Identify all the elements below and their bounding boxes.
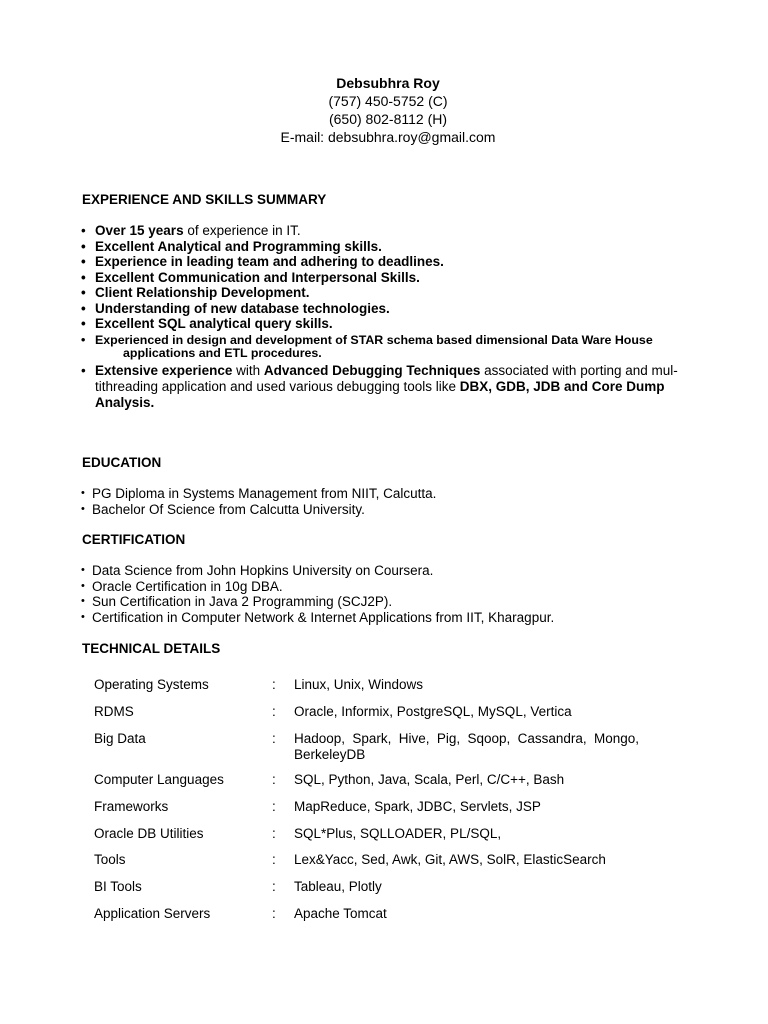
table-row <box>94 879 694 895</box>
experience-list <box>81 223 699 411</box>
row-label: Big Data <box>94 731 146 746</box>
table-row <box>94 906 694 922</box>
list-item: • Bachelor Of Science from Calcutta University. <box>81 502 699 518</box>
row-label: RDMS <box>94 704 134 719</box>
row-label: Oracle DB Utilities <box>94 826 204 841</box>
row-separator: : <box>272 852 276 867</box>
certification-heading: CERTIFICATION <box>82 532 186 547</box>
list-item: • Excellent SQL analytical query skills. <box>81 316 699 332</box>
list-item: • PG Diploma in Systems Management from NIIT, Calcutta. <box>81 486 699 502</box>
row-separator: : <box>272 772 276 787</box>
table-row <box>94 772 694 788</box>
table-row <box>94 704 694 720</box>
list-item: • Understanding of new database technologies. <box>81 301 699 317</box>
row-separator: : <box>272 731 276 746</box>
education-list <box>81 486 699 517</box>
list-item: • Sun Certification in Java 2 Programming (SCJ2P). <box>81 594 699 610</box>
list-item: • Over 15 years of experience in IT. <box>81 223 699 239</box>
row-value: Oracle, Informix, PostgreSQL, MySQL, Vertica <box>294 704 572 719</box>
technical-table <box>94 677 694 922</box>
row-separator: : <box>272 677 276 692</box>
table-row <box>94 799 694 815</box>
list-item: • Experienced in design and development of STAR schema based dimensional Data Ware House applications and ETL procedures. <box>81 334 699 361</box>
table-row <box>94 731 694 763</box>
candidate-name: Debsubhra Roy <box>336 75 440 91</box>
row-label: Operating Systems <box>94 677 209 692</box>
table-row <box>94 852 694 868</box>
list-item: • Experience in leading team and adhering to deadlines. <box>81 254 699 270</box>
row-value: SQL*Plus, SQLLOADER, PL/SQL, <box>294 826 502 841</box>
row-value: Linux, Unix, Windows <box>294 677 424 692</box>
email-line: E-mail: debsubhra.roy@gmail.com <box>280 129 496 145</box>
row-value: Hadoop, Spark, Hive, Pig, Sqoop, Cassandra, Mongo, BerkeleyDB <box>294 731 639 762</box>
row-value: MapReduce, Spark, JDBC, Servlets, JSP <box>294 799 541 814</box>
row-label: Frameworks <box>94 799 169 814</box>
row-value: Tableau, Plotly <box>294 879 382 894</box>
list-item: • Certification in Computer Network & Internet Applications from IIT, Kharagpur. <box>81 610 699 626</box>
row-separator: : <box>272 826 276 841</box>
table-row <box>94 677 694 693</box>
list-item: • Data Science from John Hopkins University on Coursera. <box>81 563 699 579</box>
list-item: • Excellent Analytical and Programming skills. <box>81 239 699 255</box>
row-separator: : <box>272 799 276 814</box>
list-item: • Oracle Certification in 10g DBA. <box>81 579 699 595</box>
row-value: Apache Tomcat <box>294 906 387 921</box>
phone-cell: (757) 450-5752 (C) <box>328 93 448 109</box>
row-separator: : <box>272 879 276 894</box>
row-label: Computer Languages <box>94 772 224 787</box>
row-value: SQL, Python, Java, Scala, Perl, C/C++, Bash <box>294 772 565 787</box>
resume-header <box>0 74 768 146</box>
row-label: BI Tools <box>94 879 142 894</box>
row-label: Application Servers <box>94 906 211 921</box>
row-separator: : <box>272 704 276 719</box>
list-item: • Client Relationship Development. <box>81 285 699 301</box>
row-separator: : <box>272 906 276 921</box>
list-item: • Extensive experience with Advanced Debugging Techniques associated with porting and mul-tithreading application and used various debugging tools like DBX, GDB, JDB and Core Dump Analysis. <box>81 363 699 411</box>
phone-home: (650) 802-8112 (H) <box>328 111 448 127</box>
experience-heading: EXPERIENCE AND SKILLS SUMMARY <box>82 192 327 207</box>
table-row <box>94 826 694 842</box>
row-label: Tools <box>94 852 126 867</box>
education-heading: EDUCATION <box>82 455 162 470</box>
list-item: • Excellent Communication and Interpersonal Skills. <box>81 270 699 286</box>
technical-heading: TECHNICAL DETAILS <box>82 641 221 656</box>
row-value: Lex&Yacc, Sed, Awk, Git, AWS, SolR, ElasticSearch <box>294 852 606 867</box>
certification-list <box>81 563 699 625</box>
